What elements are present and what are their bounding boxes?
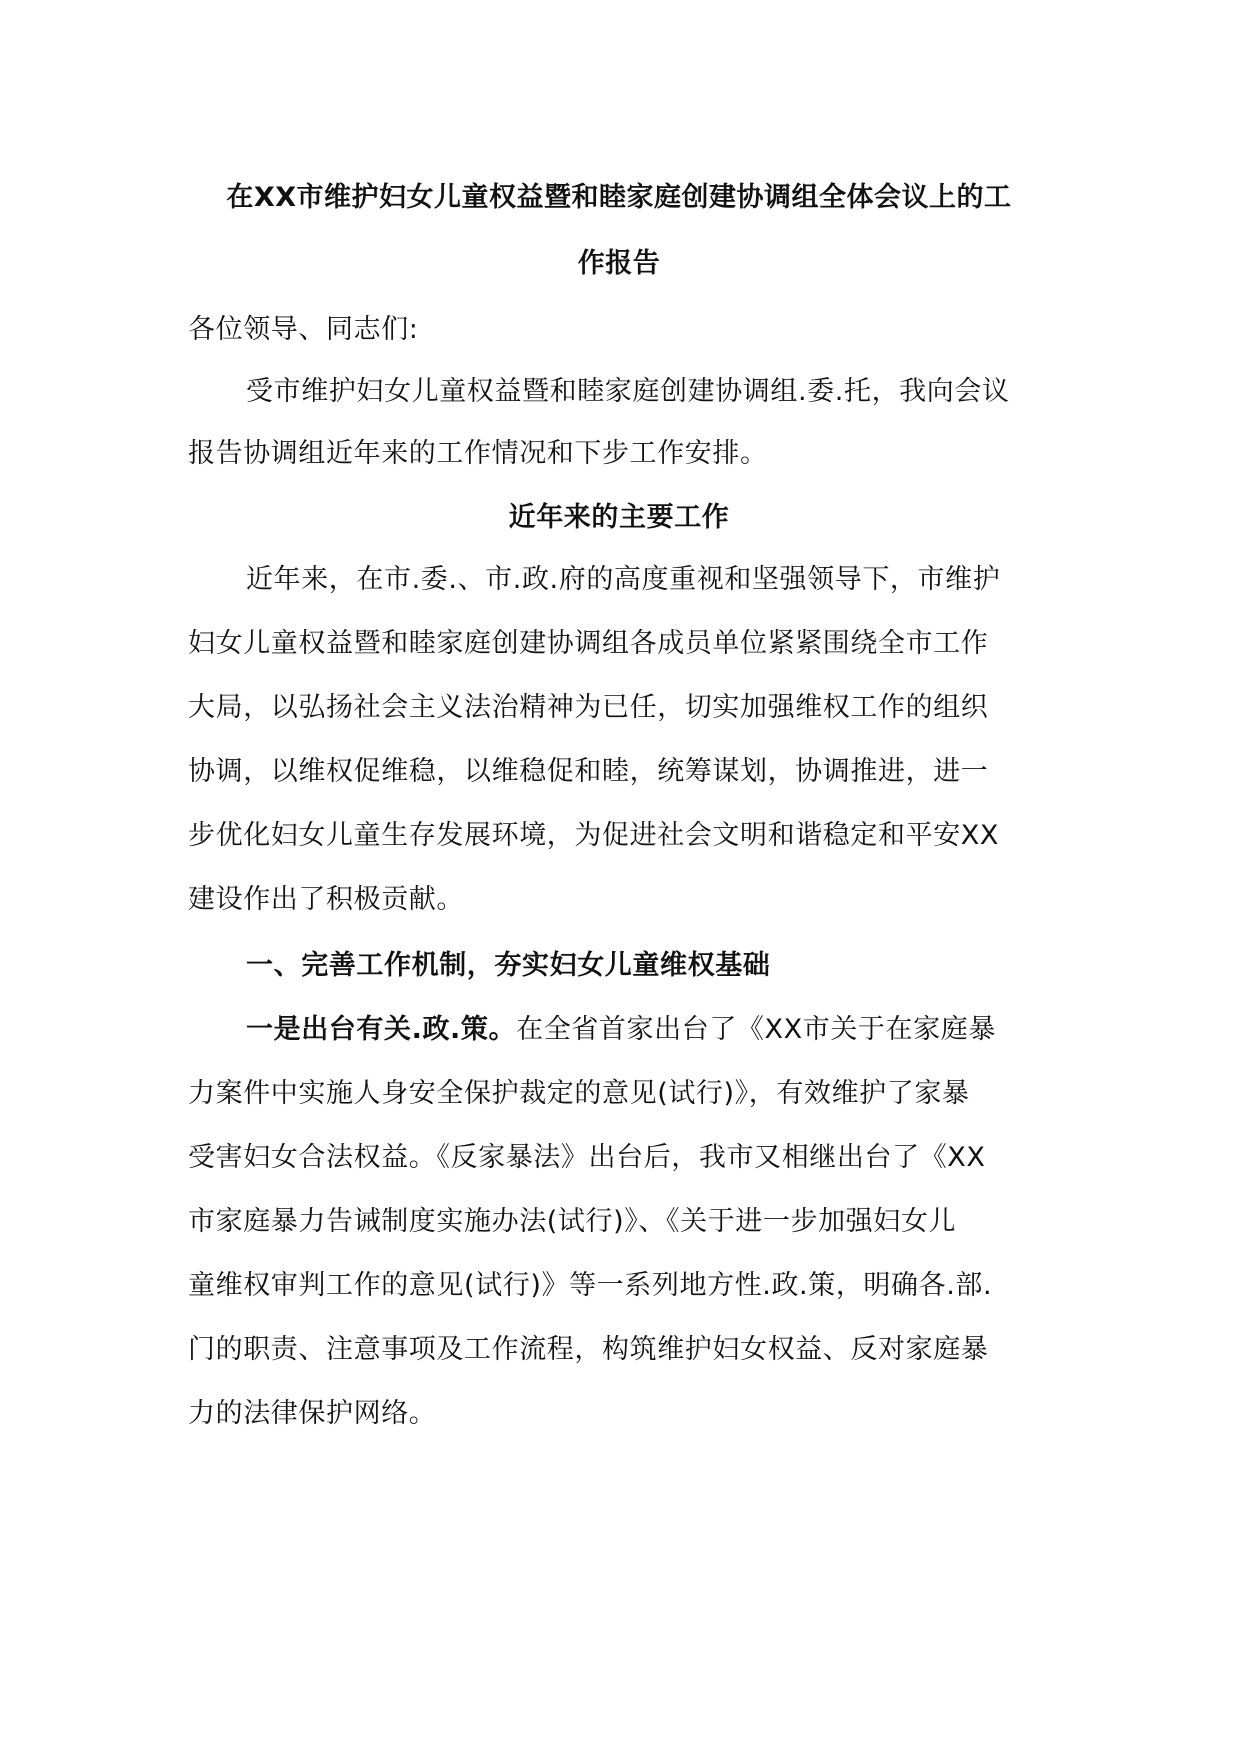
paragraph-line: 市家庭暴力告诫制度实施办法(试行)》、《关于进一步加强妇女儿 — [188, 1206, 957, 1237]
intro-line: 受市维护妇女儿童权益暨和睦家庭创建协调组.委.托，我向会议 — [246, 376, 1010, 407]
paragraph-line — [246, 1010, 1050, 1050]
paragraph-line: 童维权审判工作的意见(试行)》等一系列地方性.政.策，明确各.部. — [188, 1270, 993, 1301]
paragraph-line: 协调，以维权促维稳，以维稳促和睦，统筹谋划，协调推进，进一 — [188, 756, 989, 787]
paragraph-line: 门的职责、注意事项及工作流程，构筑维护妇女权益、反对家庭暴 — [188, 1334, 989, 1365]
paragraph-line: 建设作出了积极贡献。 — [188, 884, 464, 915]
paragraph-line: 受害妇女合法权益。《反家暴法》出台后，我市又相继出台了《XX — [188, 1142, 986, 1173]
paragraph-line: 妇女儿童权益暨和睦家庭创建协调组各成员单位紧紧围绕全市工作 — [188, 628, 989, 659]
paragraph-line: 步优化妇女儿童生存发展环境，为促进社会文明和谐稳定和平安XX — [188, 820, 999, 851]
paragraph-line: 近年来，在市.委.、市.政.府的高度重视和坚强领导下，市维护 — [246, 564, 1001, 595]
document-title-line-1: 在XX市维护妇女儿童权益暨和睦家庭创建协调组全体会议上的工 — [226, 182, 1012, 213]
paragraph-line: 力案件中实施人身安全保护裁定的意见(试行)》，有效维护了家暴 — [188, 1078, 970, 1109]
section-heading: 近年来的主要工作 — [508, 502, 730, 533]
document-title-line-2: 作报告 — [577, 248, 661, 279]
point-text: 在全省首家出台了《XX市关于在家庭暴 — [516, 1014, 996, 1045]
paragraph-line: 力的法律保护网络。 — [188, 1398, 437, 1429]
paragraph-line: 大局，以弘扬社会主义法治精神为已任，切实加强维权工作的组织 — [188, 692, 989, 723]
intro-line: 报告协调组近年来的工作情况和下步工作安排。 — [188, 438, 768, 469]
subheading: 一、完善工作机制，夯实妇女儿童维权基础 — [246, 950, 771, 981]
salutation: 各位领导、同志们: — [188, 314, 419, 345]
point-lead: 一是出台有关.政.策。 — [246, 1014, 517, 1045]
